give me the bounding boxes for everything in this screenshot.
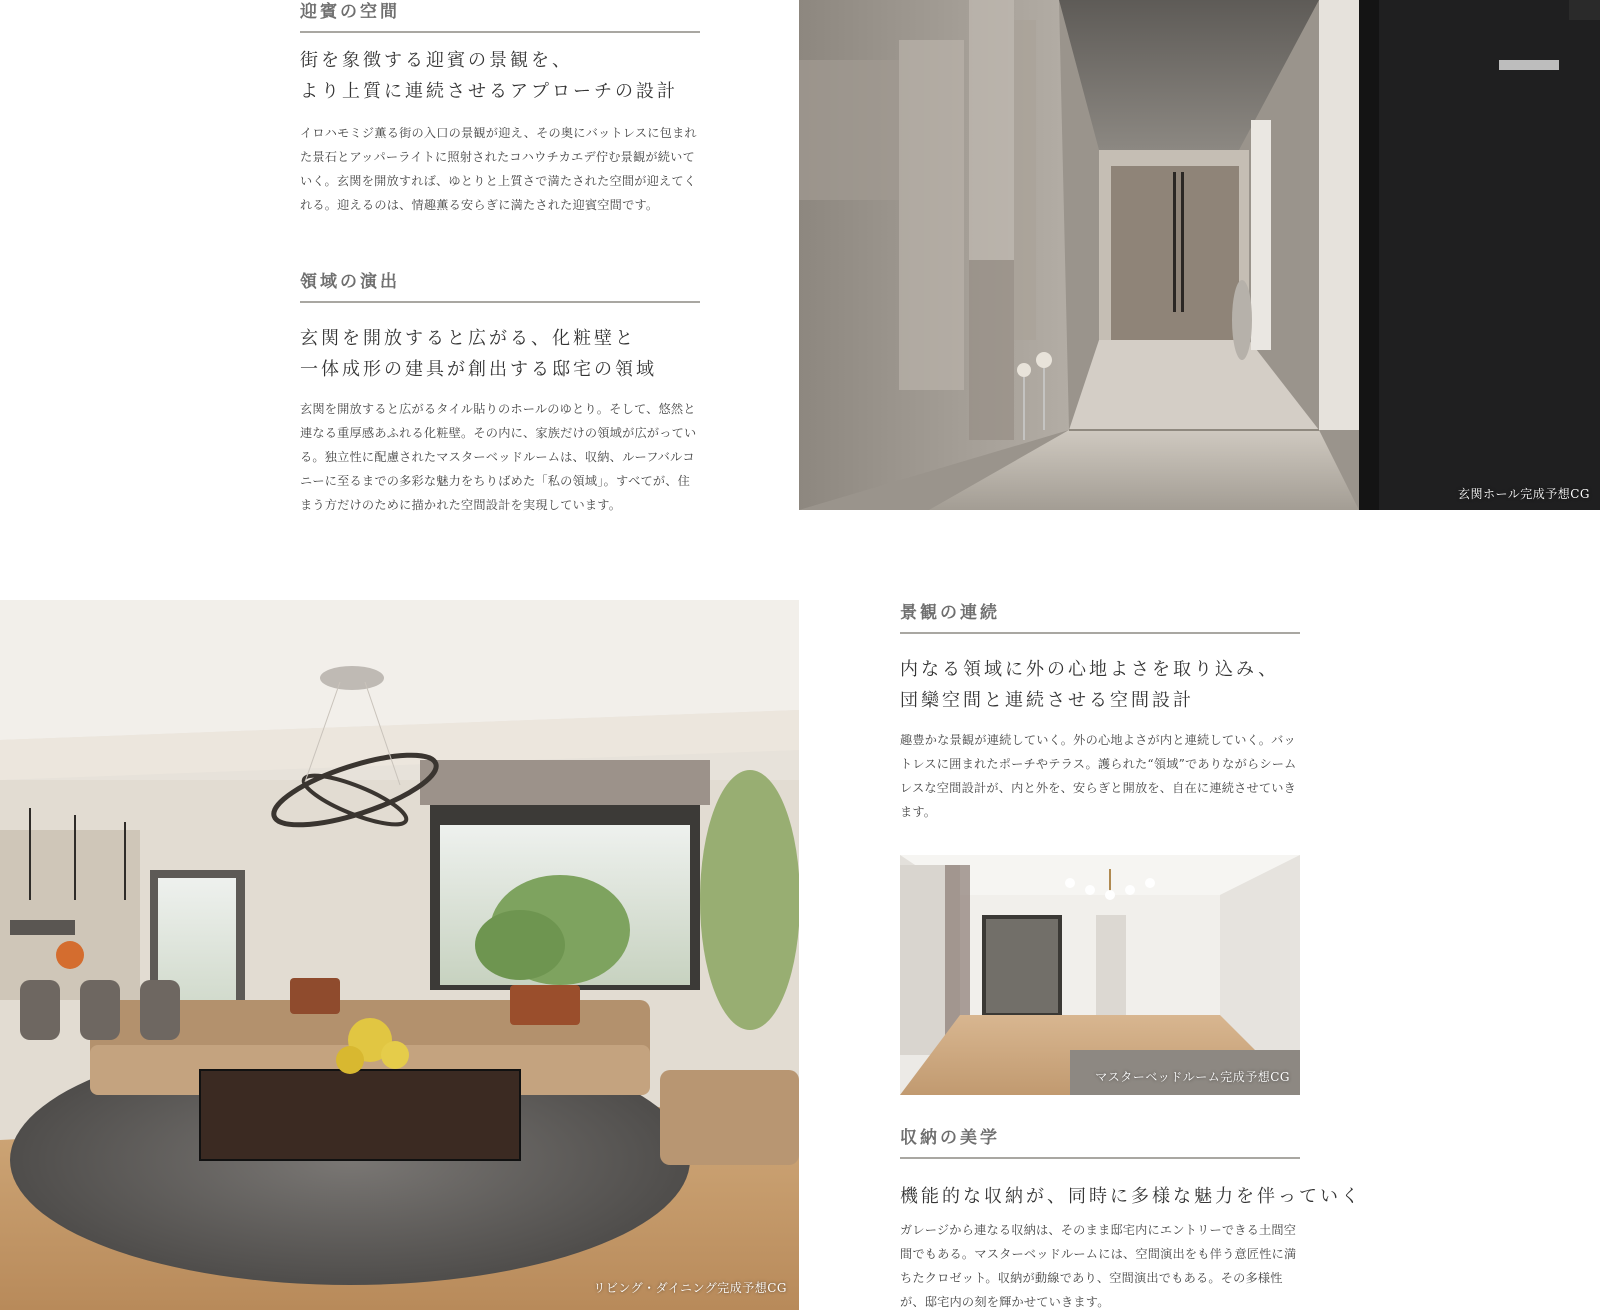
section-headline	[900, 1181, 1362, 1212]
entrance-hall-photo	[799, 0, 1600, 510]
headline-line: 街を象徴する迎賓の景観を、	[300, 50, 573, 71]
photo-caption: 玄関ホール完成予想CG	[1457, 487, 1590, 501]
headline-line: 内なる領域に外の心地よさを取り込み、	[900, 659, 1280, 680]
section-domain	[300, 267, 700, 517]
section-landscape	[900, 598, 1300, 824]
headline-line: 玄関を開放すると広がる、化粧壁と	[300, 328, 636, 349]
section-headline	[900, 654, 1300, 716]
section-welcome	[300, 0, 700, 217]
master-bedroom-illustration	[900, 855, 1300, 1095]
living-dining-illustration	[0, 600, 799, 1310]
section-title: 収納の美学	[900, 1123, 1300, 1159]
headline-line: 団欒空間と連続させる空間設計	[900, 690, 1194, 711]
section-body: 趣豊かな景観が連続していく。外の心地よさが内と連続していく。バットレスに囲まれたポーチやテラス。護られた“領域”でありながらシームレスな空間設計が、内と外を、安らぎと開放を、自在に連続させていきます。	[900, 733, 1297, 819]
entrance-hall-illustration	[799, 0, 1600, 510]
master-bedroom-photo	[900, 855, 1300, 1095]
section-body: 玄関を開放すると広がるタイル貼りのホールのゆとり。そして、悠然と連なる重厚感あふれる化粧壁。その内に、家族だけの領域が広がっている。独立性に配慮されたマスターベッドルームは、収納、ルーフバルコニーに至るまでの多彩な魅力をちりばめた「私の領域」。すべてが、住まう方だけのために描かれた空間設計を実現しています。	[300, 402, 697, 512]
section-storage	[900, 1123, 1362, 1314]
section-title: 景観の連続	[900, 598, 1300, 634]
section-headline	[300, 45, 700, 107]
section-body: イロハモミジ薫る街の入口の景観が迎え、その奥にバットレスに包まれた景石とアッパーライトに照射されたコハウチカエデ佇む景観が続いていく。玄関を開放すれば、ゆとりと上質さで満たされた空間が迎えてくれる。迎えるのは、情趣薫る安らぎに満たされた迎賓空間です。	[300, 126, 697, 212]
section-title: 領域の演出	[300, 267, 700, 303]
section-headline	[300, 323, 700, 385]
section-body: ガレージから連なる収納は、そのまま邸宅内にエントリーできる土間空間でもある。マスターベッドルームには、空間演出をも伴う意匠性に満ちたクロゼット。収納が動線であり、空間演出でもある。その多様性が、邸宅内の刻を輝かせていきます。	[900, 1223, 1297, 1309]
headline-line: 機能的な収納が、同時に多様な魅力を伴っていく	[900, 1186, 1362, 1207]
living-dining-photo	[0, 600, 799, 1310]
headline-line: より上質に連続させるアプローチの設計	[300, 81, 678, 102]
photo-caption: マスターベッドルーム完成予想CG	[1095, 1070, 1290, 1084]
photo-caption: リビング・ダイニング完成予想CG	[593, 1281, 787, 1295]
section-title: 迎賓の空間	[300, 0, 700, 33]
headline-line: 一体成形の建具が創出する邸宅の領域	[300, 359, 657, 380]
